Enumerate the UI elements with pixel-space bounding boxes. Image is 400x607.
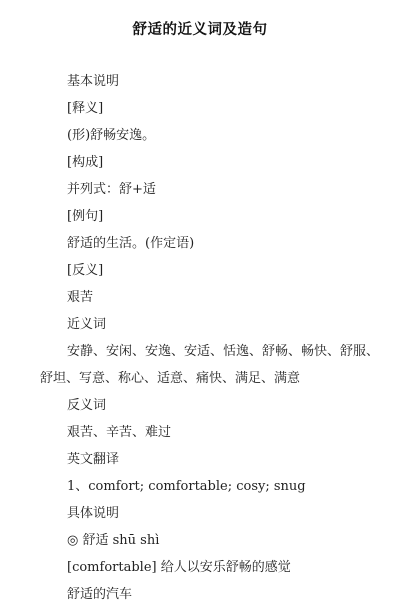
heading-antonyms: 反义词 (67, 398, 107, 413)
comfortable-definition: [comfortable] 给人以安乐舒畅的感觉 (67, 560, 291, 575)
usage-example: 舒适的汽车 (67, 587, 133, 602)
composition-text: 并列式：舒+适 (67, 182, 156, 197)
antonyms-text: 艰苦、辛苦、难过 (67, 425, 172, 440)
synonyms-line-2: 舒坦、写意、称心、适意、痛快、满足、满意 (40, 371, 301, 386)
label-composition: [构成] (67, 155, 104, 170)
pinyin-entry: ◎ 舒适 shū shì (67, 533, 160, 548)
heading-specific-explanation: 具体说明 (67, 506, 120, 521)
heading-basic-explanation: 基本说明 (67, 74, 120, 89)
heading-english-translation: 英文翻译 (67, 452, 120, 467)
label-antonym: [反义] (67, 263, 104, 278)
label-example: [例句] (67, 209, 104, 224)
synonyms-line-1: 安静、安闲、安逸、安适、恬逸、舒畅、畅快、舒服、 (67, 344, 380, 359)
definition-text: (形)舒畅安逸。 (67, 128, 156, 143)
heading-synonyms: 近义词 (67, 317, 107, 332)
example-text: 舒适的生活。(作定语) (67, 236, 195, 251)
antonym-text: 艰苦 (67, 290, 94, 305)
english-translation-text: 1、comfort; comfortable; cosy; snug (67, 479, 306, 494)
document-title: 舒适的近义词及造句 (132, 22, 268, 38)
label-definition: [释义] (67, 101, 104, 116)
